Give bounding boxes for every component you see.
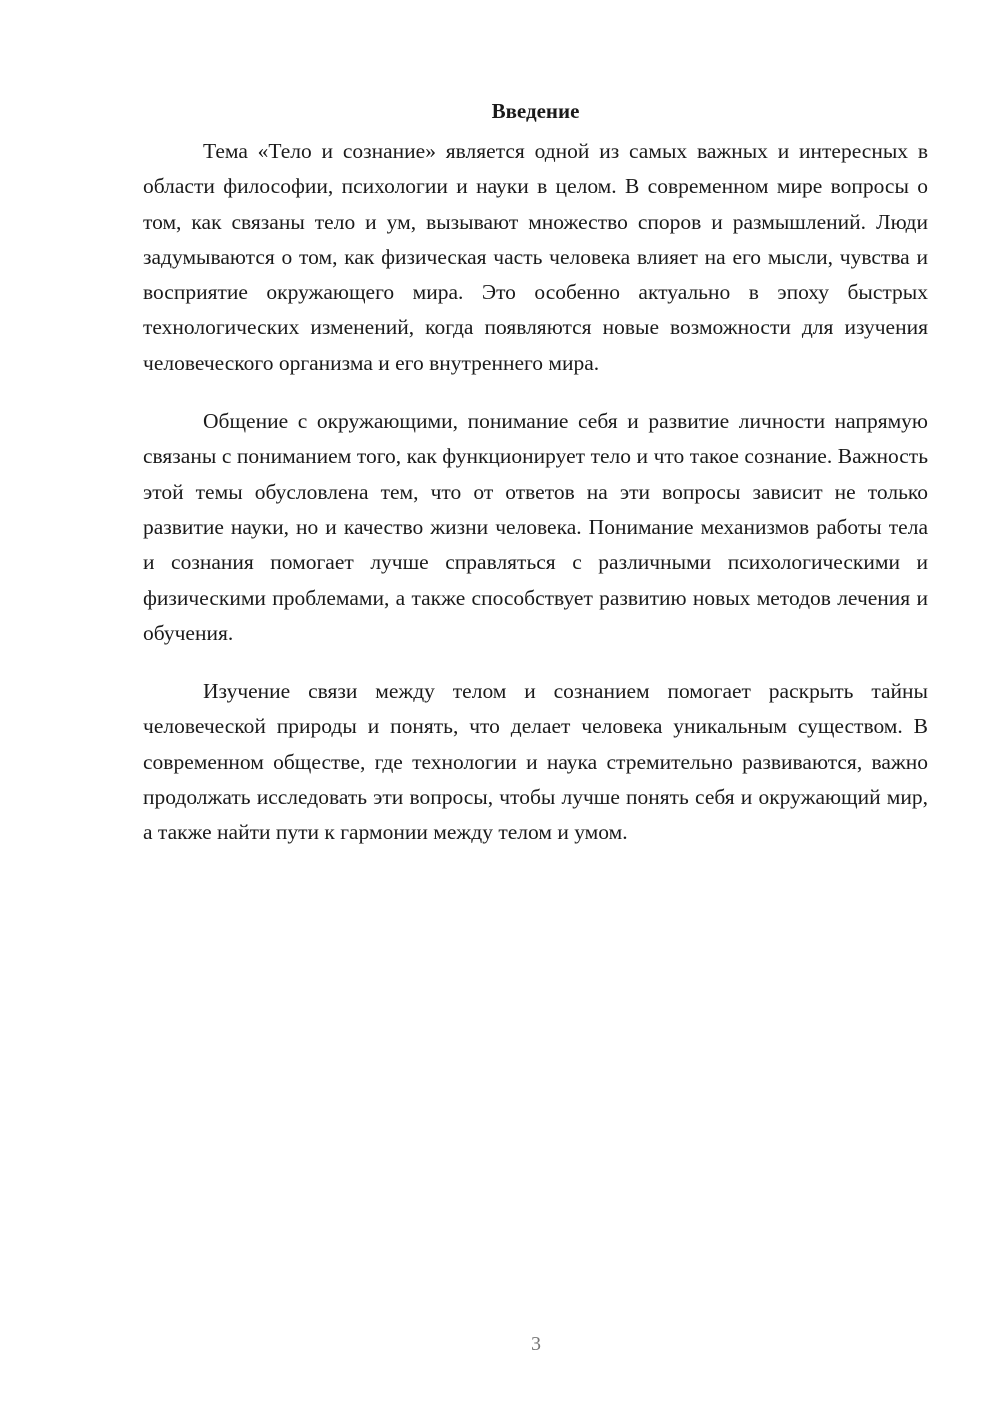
page-content: [143, 94, 928, 851]
paragraph-3: Изучение связи между телом и сознанием помогает раскрыть тайны человеческой природы и понять, что делает человека уникальным существом. В современном обществе, где технологии и наука стремительно развиваются, важно продолжать исследовать эти вопросы, чтобы лучше понять себя и окружающий мир, а также найти пути к гармонии между телом и умом.: [143, 679, 928, 845]
paragraph-1: Тема «Тело и сознание» является одной из самых важных и интересных в области философии, психологии и науки в целом. В современном мире вопросы о том, как связаны тело и ум, вызывают множество споров и размышлений. Люди задумываются о том, как физическая часть человека влияет на его мысли, чувства и восприятие окружающего мира. Это особенно актуально в эпоху быстрых технологических изменений, когда появляются новые возможности для изучения человеческого организма и его внутреннего мира.: [143, 139, 928, 375]
paragraph-2: Общение с окружающими, понимание себя и развитие личности напрямую связаны с пониманием того, как функционирует тело и что такое сознание. Важность этой темы обусловлена тем, что от ответов на эти вопросы зависит не только развитие науки, но и качество жизни человека. Понимание механизмов работы тела и сознания помогает лучше справляться с различными психологическими и физическими проблемами, а также способствует развитию новых методов лечения и обучения.: [143, 409, 928, 645]
page-number: 3: [531, 1333, 541, 1355]
section-title: Введение: [491, 99, 580, 123]
